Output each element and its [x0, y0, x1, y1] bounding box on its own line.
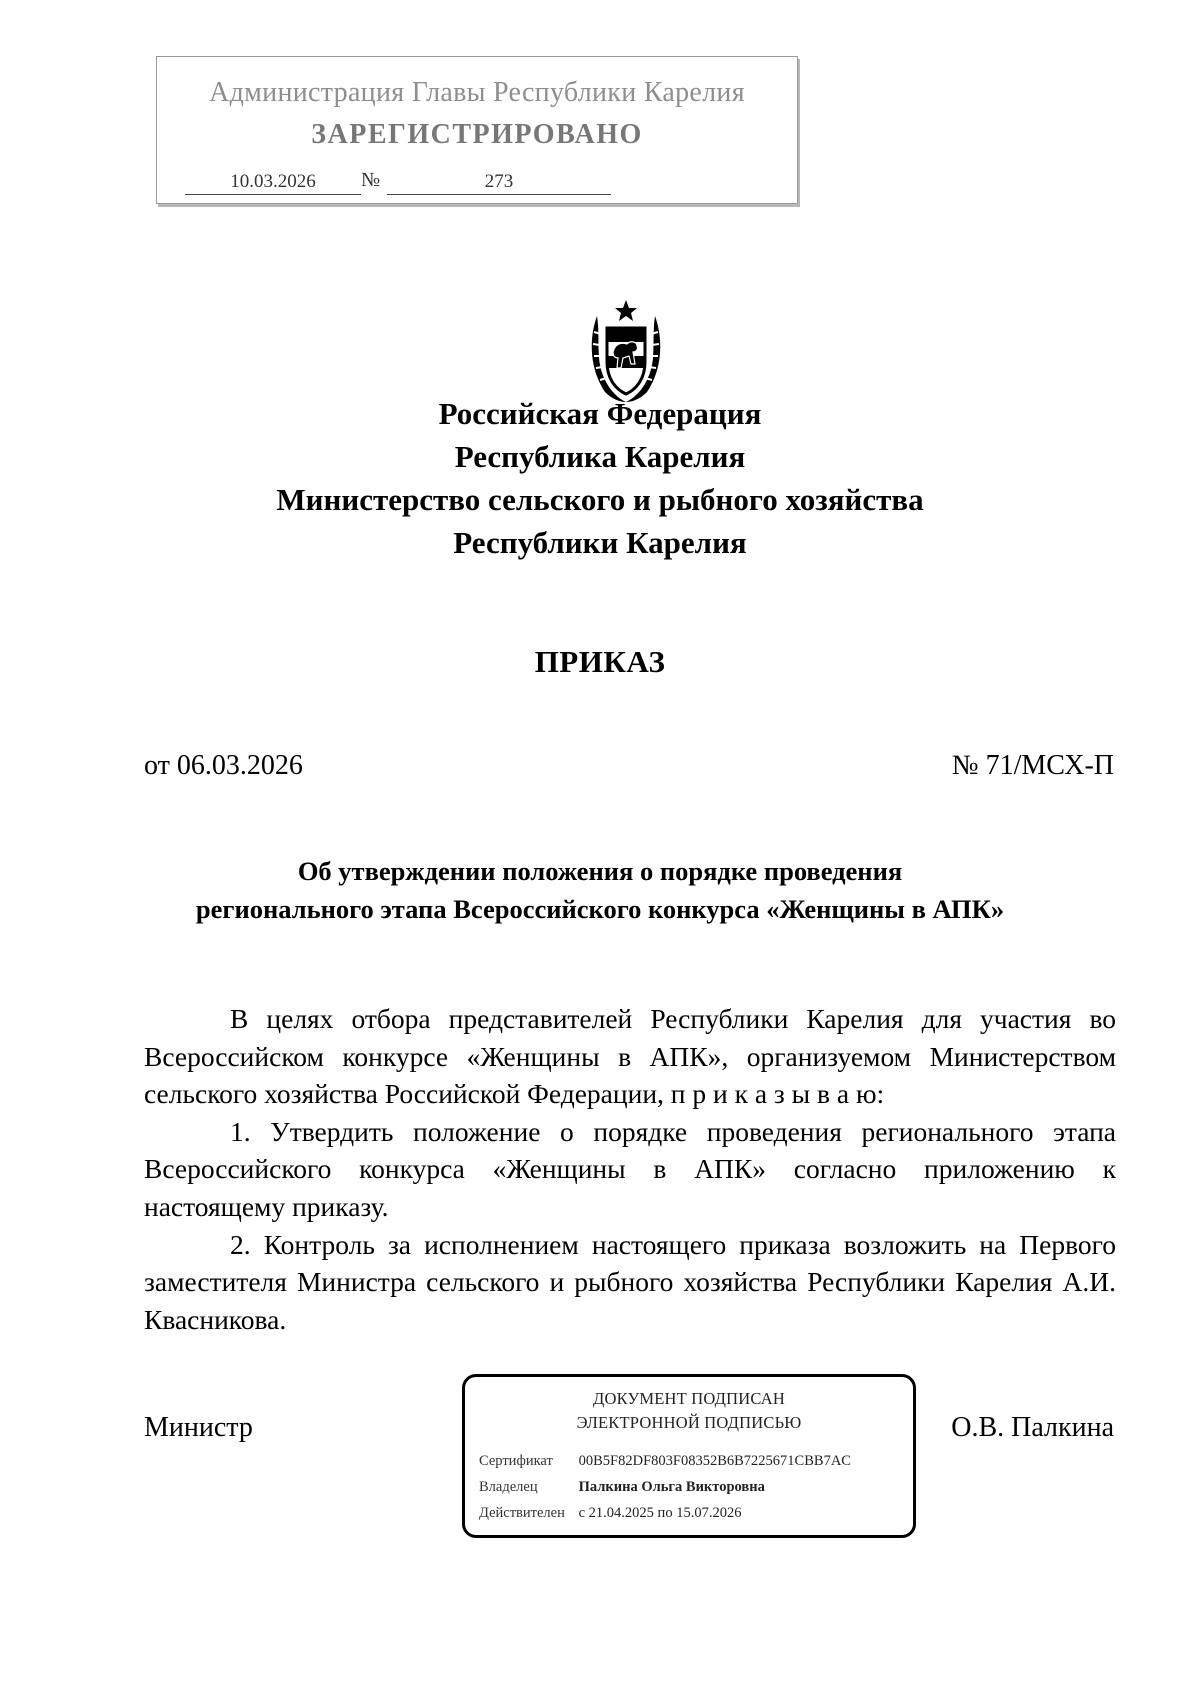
header-ministry-republic: Республики Карелия	[453, 525, 747, 560]
subject-line-2: регионального этапа Всероссийского конкурса «Женщины в АПК»	[195, 894, 1005, 924]
order-details	[144, 750, 1114, 782]
body-paragraph-item-1: 1. Утвердить положение о порядке проведения регионального этапа Всероссийского конкурса «Женщины в АПК» согласно приложению к настоящему приказу.	[144, 1115, 1116, 1222]
electronic-signature-stamp	[462, 1374, 916, 1538]
esig-certificate-value: 00B5F82DF803F08352B6B7225671CBB7AC	[578, 1453, 851, 1469]
registration-stamp	[156, 56, 798, 204]
order-subject	[0, 852, 1200, 928]
body-paragraph-item-2: 2. Контроль за исполнением настоящего приказа возложить на Первого заместителя Министра сельского и рыбного хозяйства Республики Карелия А.И. Квасникова.	[144, 1228, 1116, 1335]
order-number: № 71/МСХ-П	[951, 750, 1114, 781]
coat-of-arms-icon	[583, 298, 669, 406]
stamp-date: 10.03.2026	[185, 171, 361, 195]
subject-line-1: Об утверждении положения о порядке проведения	[297, 856, 903, 886]
body-paragraph-preamble: В целях отбора представителей Республики Карелия для участия во Всероссийском конкурсе «Женщины в АПК», организуемом Министерством сельского хозяйства Российской Федерации, п р и к а з ы в а ю:	[144, 1003, 1116, 1110]
stamp-status: ЗАРЕГИСТРИРОВАНО	[311, 119, 643, 150]
stamp-number: 273	[387, 171, 611, 195]
document-type: ПРИКАЗ	[534, 644, 666, 679]
stamp-number-label: №	[361, 169, 381, 191]
esig-certificate-label: Сертификат	[479, 1453, 553, 1469]
header-country: Российская Федерация	[438, 396, 762, 431]
order-date: от 06.03.2026	[144, 750, 303, 781]
esig-owner-row	[479, 1479, 765, 1496]
esig-valid-value: с 21.04.2025 по 15.07.2026	[578, 1505, 742, 1521]
esig-title-line-1: ДОКУМЕНТ ПОДПИСАН	[593, 1389, 785, 1408]
esig-owner-label: Владелец	[479, 1479, 538, 1495]
esig-owner-value: Палкина Ольга Викторовна	[578, 1479, 765, 1495]
document-header	[0, 392, 1200, 564]
esig-title-line-2: ЭЛЕКТРОННОЙ ПОДПИСЬЮ	[576, 1413, 802, 1432]
signatory-position: Министр	[144, 1412, 253, 1443]
signatory-name: О.В. Палкина	[951, 1412, 1114, 1443]
stamp-organization: Администрация Главы Республики Карелия	[209, 77, 745, 108]
header-ministry: Министерство сельского и рыбного хозяйства	[276, 482, 924, 517]
order-body	[144, 1000, 1116, 1338]
esig-valid-row	[479, 1505, 741, 1522]
header-republic: Республика Карелия	[454, 439, 746, 474]
esig-certificate-row	[479, 1453, 851, 1470]
esig-valid-label: Действителен	[479, 1505, 565, 1521]
